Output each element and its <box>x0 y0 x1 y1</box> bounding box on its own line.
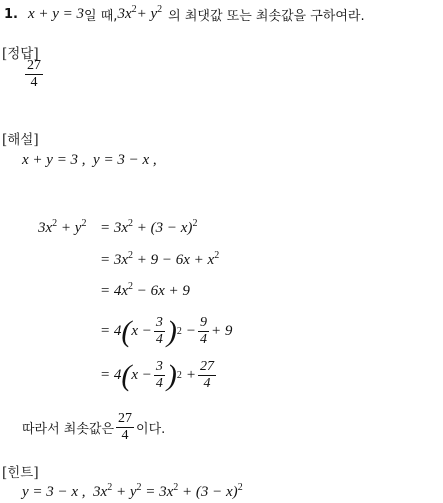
conclusion-pre: 따라서 최솟값은 <box>22 422 115 437</box>
conclusion-post: 이다. <box>136 422 166 437</box>
answer-label: [정답] <box>2 46 39 62</box>
step-lhs: $3x^2 + y^2$ <box>38 218 87 236</box>
solution-line1: x + y = 3 , y = 3 − x , <box>22 152 157 168</box>
problem-number: 1. <box>4 7 18 22</box>
step-5: = 4 ( x − $\frac{3}{4}$ ) 2 + $\frac{27}{4}$ <box>100 358 215 392</box>
problem-line <box>4 5 365 24</box>
solution-label: [해설] <box>2 132 39 148</box>
answer-denominator: 4 <box>30 75 38 90</box>
problem-equation: x + y = 3 <box>27 6 85 22</box>
hint-text: y = 3 − x , $3x^2 + y^2 = 3x^2 + (3 - x)^2$ <box>22 482 243 500</box>
answer-numerator: 27 <box>27 58 41 73</box>
problem-text: 의 최댓값 또는 최솟값을 구하여라. <box>168 9 365 24</box>
answer-fraction <box>23 58 45 91</box>
step-4: = 4 ( x − $\frac{3}{4}$ ) 2 − $\frac{9}{4}$ + 9 <box>100 314 233 348</box>
step-2: = $3x^2 + 9 - 6x + x^2$ <box>100 250 220 268</box>
conclusion-numerator: 27 <box>118 411 133 426</box>
step-3: = $4x^2 - 6x + 9$ <box>100 281 190 299</box>
problem-text-connector: 일 때, <box>84 9 118 24</box>
step-1: = $3x^2 + (3 - x)^2$ <box>100 218 198 236</box>
hint-label: [힌트] <box>2 465 39 481</box>
conclusion-line <box>22 411 165 444</box>
conclusion-denominator: 4 <box>121 428 129 443</box>
problem-expression: $3x^2+ y^2$ <box>117 4 163 22</box>
